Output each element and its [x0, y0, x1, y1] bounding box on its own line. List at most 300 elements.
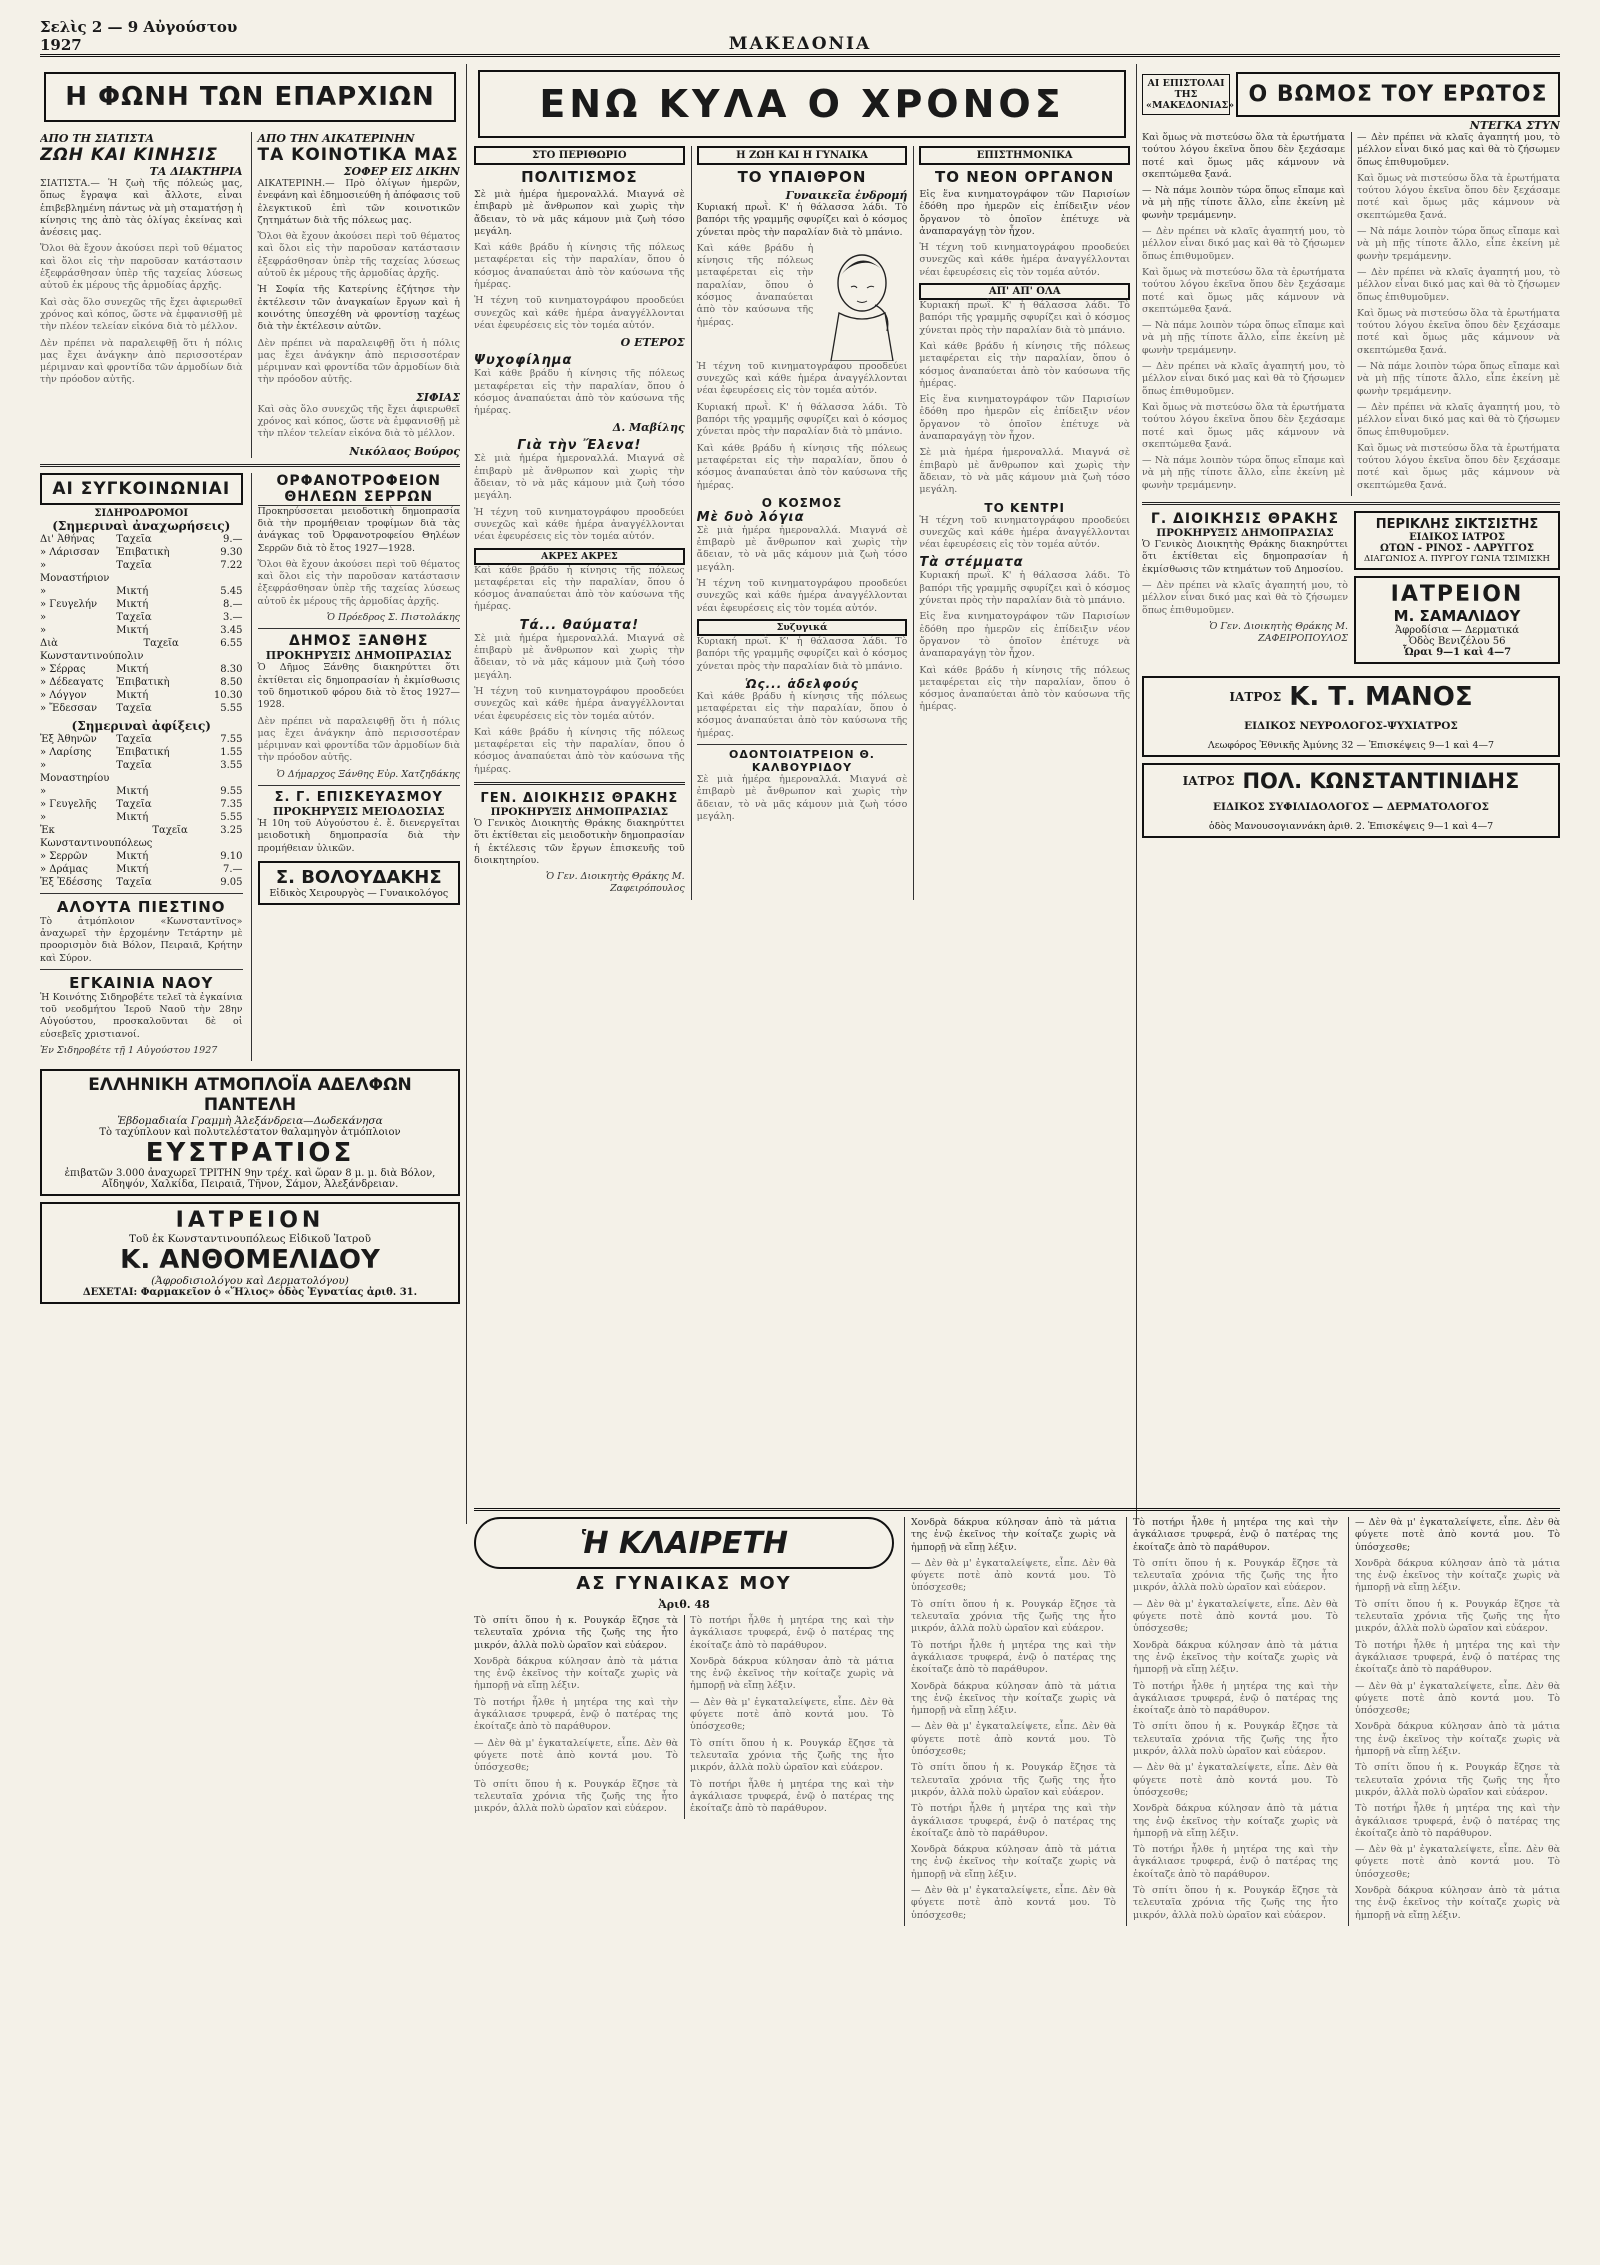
serial-title: Ἡ ΚΛΑΙΡΕΤΗ	[474, 1517, 894, 1569]
schedule-row	[40, 759, 243, 785]
notice-subtitle: ΠΡΟΚΗΡΥΞΙΣ ΔΗΜΟΠΡΑΣΙΑΣ	[265, 649, 452, 663]
serial-text: Χονδρὰ δάκρυα κύλησαν ἀπὸ τὰ μάτια της ἐνῷ ἐκεῖνος τὴν κοίταζε χωρὶς νὰ ἠμπορῇ νὰ εἴπῃ λέξιν.	[911, 1517, 1116, 1553]
article-headline: ΤΟ ΥΠΑΙΘΡΟΝ	[737, 168, 867, 186]
notice-text: Ἡ 10η τοῦ Αὐγούστου ἐ. ἔ. διενεργεῖται μειοδοτικὴ δημοπρασία διὰ τὴν προμήθειαν ὑλικῶν.	[257, 817, 460, 854]
doctor-name: ΠΕΡΙΚΛΗΣ ΣΙΚΤΣΙΣΤΗΣ	[1375, 517, 1539, 533]
schedule-row	[40, 863, 243, 876]
schedule-tm: 8.30	[220, 663, 243, 675]
serial-text: — Δὲν θὰ μ' ἐγκαταλείψετε, εἶπε. Δὲν θὰ φύγετε ποτὲ ἀπὸ κοντά μου. Τὸ ὑπόσχεσθε;	[911, 1885, 1116, 1921]
schedule-type: Μικτή	[116, 785, 149, 797]
schedule-dest: » Δράμας	[40, 863, 89, 875]
serial-text: Χονδρὰ δάκρυα κύλησαν ἀπὸ τὰ μάτια της ἐνῷ ἐκεῖνος τὴν κοίταζε χωρὶς νὰ ἠμπορῇ νὰ εἴπῃ λέξιν.	[474, 1655, 678, 1692]
doctor-specialty: ΕΙΔΙΚΟΣ ΙΑΤΡΟΣ	[1409, 532, 1505, 544]
article-instrument	[913, 146, 1130, 900]
serial-text: Χονδρὰ δάκρυα κύλησαν ἀπὸ τὰ μάτια της ἐνῷ ἐκεῖνος τὴν κοίταζε χωρὶς νὰ ἠμπορῇ νὰ εἴπῃ λέξιν.	[1355, 1885, 1560, 1921]
story-text: — Δὲν πρέπει νὰ κλαῖς ἀγαπητή μου, τὸ μέλλον εἶναι δικό μας καὶ θὰ τὸ ζήσωμεν ὅπως ἐπιθυμοῦμεν.	[1357, 266, 1560, 303]
doctor-ad	[1354, 511, 1560, 570]
story-text: — Δὲν πρέπει νὰ κλαῖς ἀγαπητή μου, τὸ μέλλον εἶναι δικό μας καὶ θὰ τὸ ζήσωμεν ὅπως ἐπιθυμοῦμεν.	[1142, 361, 1345, 397]
doctor-address: Λεωφόρος Ἐθνικῆς Ἀμύνης 32 — Ἐπισκέψεις 9—1 καὶ 4—7	[1207, 740, 1495, 752]
serial-text: — Δὲν θὰ μ' ἐγκαταλείψετε, εἶπε. Δὲν θὰ φύγετε ποτὲ ἀπὸ κοντά μου. Τὸ ὑπόσχεσθε;	[1355, 1844, 1560, 1880]
notice-subtitle: ΠΡΟΚΗΡΥΞΙΣ ΔΗΜΟΠΡΑΣΙΑΣ	[490, 805, 669, 818]
story-text: — Νὰ πάμε λοιπὸν τώρα ὅπως εἴπαμε καὶ νὰ μὴ πῇς τίποτε ἄλλο, εἶπε ἐκείνη μὲ φωνὴν τρεμάμενην.	[1142, 185, 1345, 221]
schedule-dest: »	[40, 785, 47, 797]
notice-signature: Ὁ Γεν. Διοικητὴς Θράκης Μ. Ζαφειρόπουλος	[545, 871, 685, 895]
notice-text: Τὸ ἀτμόπλοιον «Κωνσταντῖνος» ἀναχωρεῖ τὴν ἐρχομένην Τετάρτην μὲ προορισμὸν διὰ Βόλον, Πειραιᾶ, Κρήτην καὶ Σύρον.	[40, 915, 243, 964]
shipping-ad	[40, 1069, 460, 1196]
notice-title: ΟΡΦΑΝΟΤΡΟΦΕΙΟΝ ΘΗΛΕΩΝ ΣΕΡΡΩΝ	[258, 473, 461, 506]
serial-text: — Δὲν θὰ μ' ἐγκαταλείψετε, εἶπε. Δὲν θὰ φύγετε ποτὲ ἀπὸ κοντά μου. Τὸ ὑπόσχεσθε;	[1355, 1517, 1560, 1553]
notice-text: Ὅλοι θὰ ἔχουν ἀκούσει περὶ τοῦ θέματος καὶ ὅλοι εἰς τὴν παροῦσαν κατάστασιν ἐξεφράσθησαν ὑπὲρ τῆς ταχείας λύσεως αὐτοῦ ἐκ μέρους τῆς ἀρμοδίας ἀρχῆς.	[257, 558, 460, 607]
schedule-row	[40, 876, 243, 889]
schedule-row	[40, 798, 243, 811]
schedule-dest: » Λάρισσαν	[40, 546, 100, 558]
notice-signature: Ἐν Σιδηροβέτε τῇ 1 Αὐγούστου 1927	[40, 1045, 218, 1057]
schedule-tm: 9.30	[220, 546, 243, 558]
schedule-dest: Ἐξ Ἀθηνῶν	[40, 733, 97, 745]
article-text: Σὲ μιὰ ἡμέρα ἡμεροναλλά. Μιαγνά σὲ ἐπιβαρὺ μὲ ἄνθρωπον καὶ χωρὶς τὴν ἄδειαν, τὸ νὰ μᾶς κάμουν μιὰ ζωὴ τόσο μεγάλη.	[919, 447, 1130, 496]
notice-text: Προκηρύσσεται μειοδοτικὴ δημοπρασία διὰ τὴν προμήθειαν τροφίμων διὰ τὰς ἀνάγκας τοῦ Ὀρφανοτροφείου Θηλέων Σερρῶν διὰ τὸ ἔτος 1927—1928.	[257, 505, 460, 554]
schedule-row	[40, 811, 243, 824]
serial-text: Τὸ σπίτι ὅπου ἡ κ. Ρουγκάρ ἔζησε τὰ τελευταῖα χρόνια τῆς ζωῆς της ἦτο μικρόν, ἀλλὰ πολὺ ὡραῖον καὶ εὐάερον.	[1355, 1762, 1560, 1798]
serial-banner	[474, 1517, 894, 1926]
schedule-type: Ταχεῖα	[152, 824, 188, 836]
article-text: Ἡ τέχνη τοῦ κινηματογράφου προοδεύει συνεχῶς καὶ κάθε ἡμέρα ἀναγγέλλονται νέαι ἐφευρέσεις εἰς τὸν τομέα αὐτόν.	[919, 514, 1130, 551]
schedule-type: Ταχεῖα	[116, 759, 152, 771]
doctor-name: ΠΟΛ. ΚΩΝΣΤΑΝΤΙΝΙΔΗΣ	[1242, 769, 1520, 794]
notice-text: Ὁ Γενικὸς Διοικητὴς Θράκης διακηρύττει ὅτι ἐκτίθεται εἰς μειοδοτικὴν δημοπρασίαν ἡ ἐκτέλεσις τῶν ἔργων ἐπισκευῆς τοῦ διοικητηρίου.	[474, 817, 685, 866]
serial-subtitle: ΑΣ ΓΥΝΑΙΚΑΣ ΜΟΥ	[576, 1573, 792, 1594]
notice-subtitle: ΠΡΟΚΗΡΥΞΙΣ ΜΕΙΟΔΟΣΙΑΣ	[273, 804, 445, 818]
newspaper-name: ΜΑΚΕΔΟΝΙΑ	[728, 34, 872, 54]
doctor-specialty: ΕΙΔΙΚΟΣ ΣΥΦΙΛΙΔΟΛΟΓΟΣ — ΔΕΡΜΑΤΟΛΟΓΟΣ	[1213, 801, 1489, 814]
schedule-type: Ταχεῖα	[116, 559, 152, 571]
serial-text: — Δὲν θὰ μ' ἐγκαταλείψετε, εἶπε. Δὲν θὰ φύγετε ποτὲ ἀπὸ κοντά μου. Τὸ ὑπόσχεσθε;	[1355, 1680, 1560, 1717]
article-text: Ἡ τέχνη τοῦ κινηματογράφου προοδεύει συνεχῶς καὶ κάθε ἡμέρα ἀναγγέλλονται νέαι ἐφευρέσεις εἰς τὸν τομέα αὐτόν.	[474, 506, 685, 543]
schedule-tm: 5.55	[220, 702, 243, 714]
serial-text: Τὸ ποτήρι ἦλθε ἡ μητέρα της καὶ τὴν ἀγκάλιασε τρυφερά, ἐνῷ ὁ πατέρας της ἐκοίταζε ἀπὸ τὸ παράθυρον.	[1133, 1517, 1338, 1553]
article-label: ΕΠΙΣΤΗΜΟΝΙΚΑ	[919, 146, 1130, 165]
schedule-dest: » Σερρῶν	[40, 850, 88, 862]
schedule-type: Ταχεῖα	[143, 637, 179, 649]
schedule-type: Ταχεῖα	[116, 876, 152, 888]
schedule-row	[40, 663, 243, 676]
article-headline: Τά... θαύματα!	[519, 617, 640, 633]
woman-illustration	[817, 243, 907, 361]
schedule-dest: » Μοναστηρίου	[40, 759, 110, 784]
article-text: Ἡ τέχνη τοῦ κινηματογράφου προοδεύει συνεχῶς καὶ κάθε ἡμέρα ἀναγγέλλονται νέαι ἐφευρέσεις εἰς τὸν τομέα αὐτόν.	[696, 360, 908, 397]
serial-text: Τὸ σπίτι ὅπου ἡ κ. Ρουγκάρ ἔζησε τὰ τελευταῖα χρόνια τῆς ζωῆς της ἦτο μικρόν, ἀλλὰ πολὺ ὡραῖον καὶ εὐάερον.	[474, 1778, 678, 1815]
schedule-type: Μικτή	[116, 689, 149, 701]
schedule-tm: 9.05	[220, 876, 243, 888]
article-text: Κυριακή πρωῒ. Κ' ἡ θάλασσα λάδι. Τὸ βαπόρι τῆς γραμμῆς σφυρίζει καὶ ὁ κόσμος χύνεται πρὸς τὴν παραλίαν διὰ τὸ μπάνιο.	[919, 570, 1130, 607]
schedule-tm: 8.50	[220, 676, 243, 688]
schedule-type: Μικτή	[116, 863, 149, 875]
article-text: Σὲ μιὰ ἡμέρα ἡμεροναλλά. Μιαγνά σὲ ἐπιβαρὺ μὲ ἄνθρωπον καὶ χωρὶς τὴν ἄδειαν, τὸ νὰ μᾶς κάμουν μιὰ ζωὴ τόσο μεγάλη.	[696, 524, 908, 573]
schedule-type: Ταχεῖα	[116, 702, 152, 714]
story-text: — Νὰ πάμε λοιπὸν τώρα ὅπως εἴπαμε καὶ νὰ μὴ πῇς τίποτε ἄλλο, εἶπε ἐκείνη μὲ φωνὴν τρεμάμενην.	[1142, 455, 1345, 491]
article-text: Κυριακή πρωῒ. Κ' ἡ θάλασσα λάδι. Τὸ βαπόρι τῆς γραμμῆς σφυρίζει καὶ ὁ κόσμος χύνεται πρὸς τὴν παραλίαν διὰ τὸ μπάνιο.	[696, 401, 908, 438]
schedule-type: Ταχεῖα	[116, 611, 152, 623]
notice-title: Γ. ΔΙΟΙΚΗΣΙΣ ΘΡΑΚΗΣ	[1150, 511, 1340, 528]
schedule-dest: » Γευγελῆς	[40, 798, 97, 810]
story-text: Καὶ ὅμως νὰ πιστεύσω ὅλα τὰ ἐρωτήματα τούτου λόγου ἐκεῖνα ὅπου δὲν ξεχάσαμε ποτέ καὶ ὅμως μᾶς κάμνουν νὰ σκεπτώμεθα ξανά.	[1142, 132, 1345, 180]
clinic-ad	[40, 1202, 460, 1304]
article-location: ΑΠΟ ΤΗΝ ΑΙΚΑΤΕΡΙΝΗΝ	[257, 132, 415, 145]
schedule-row	[40, 533, 243, 546]
column-divider	[1136, 64, 1137, 1524]
article-headline: Τὰ στέμματα	[919, 555, 1024, 571]
story-text: Καὶ ὅμως νὰ πιστεύσω ὅλα τὰ ἐρωτήματα τούτου λόγου ἐκεῖνα ὅπου δὲν ξεχάσαμε ποτέ καὶ ὅμως μᾶς κάμνουν νὰ σκεπτώμεθα ξανά.	[1142, 401, 1345, 450]
transport-column	[40, 473, 243, 1062]
article-text: Εἰς ἕνα κινηματογράφον τῶν Παρισίων ἐδόθη προ ἡμερῶν εἰς ἐπίδειξιν νέον ὄργανον τὸ ὁποῖον ἐπέτυχε νὰ ἀναπαραγάγῃ τὸν ἦχον.	[919, 394, 1130, 443]
doctor-name: Μ. ΣΑΜΑΛΙΔΟΥ	[1393, 607, 1521, 626]
doctor-prefix: ΙΑΤΡΟΣ	[1229, 690, 1282, 705]
article-text: Καὶ κάθε βράδυ ἡ κίνησις τῆς πόλεως μεταφέρεται εἰς τὴν παραλίαν, ὅπου ὁ κόσμος ἀναπαύεται ἀπὸ τὸν καύσωνα τῆς ἡμέρας.	[919, 664, 1130, 713]
schedule-row	[40, 702, 243, 715]
serial-text: Τὸ ποτήρι ἦλθε ἡ μητέρα της καὶ τὴν ἀγκάλιασε τρυφερά, ἐνῷ ὁ πατέρας της ἐκοίταζε ἀπὸ τὸ παράθυρον.	[474, 1696, 678, 1733]
article-byline: ΤΑ ΔΙΑΚΤΗΡΙΑ	[149, 165, 243, 178]
column-altar	[1142, 64, 1560, 1504]
schedule-type: Μικτή	[116, 624, 149, 636]
section-title: Η ΦΩΝΗ ΤΩΝ ΕΠΑΡΧΙΩΝ	[44, 72, 456, 122]
shipping-company: ΕΛΛΗΝΙΚΗ ΑΤΜΟΠΛΟΪΑ ΑΔΕΛΦΩΝ ΠΑΝΤΕΛΗ	[88, 1075, 412, 1116]
column-divider	[466, 64, 467, 1524]
schedule-dest: » Μοναστήριον	[40, 559, 110, 584]
schedule-type: Μικτή	[116, 850, 149, 862]
schedule-tm: 7.22	[220, 559, 243, 571]
serial-number: Ἀριθ. 48	[658, 1598, 710, 1611]
schedule-type: Μικτή	[116, 585, 149, 597]
article-byline: ΣΟΦΕΡ ΕΙΣ ΔΙΚΗΝ	[343, 165, 460, 178]
article-text: Σὲ μιὰ ἡμέρα ἡμεροναλλά. Μιαγνά σὲ ἐπιβαρὺ μὲ ἄνθρωπον καὶ χωρὶς τὴν ἄδειαν, τὸ νὰ μᾶς κάμουν μιὰ ζωὴ τόσο μεγάλη.	[696, 774, 908, 822]
article-label: ΑΠ' ΑΠ' ΟΛΑ	[919, 283, 1130, 300]
article-headline: Ὡς... ἀδελφούς	[744, 676, 860, 691]
notice-subtitle: ΠΡΟΚΗΡΥΞΙΣ ΔΗΜΟΠΡΑΣΙΑΣ	[1156, 527, 1334, 540]
serial-text: — Δὲν θὰ μ' ἐγκαταλείψετε, εἶπε. Δὲν θὰ φύγετε ποτὲ ἀπὸ κοντά μου. Τὸ ὑπόσχεσθε;	[690, 1696, 894, 1733]
schedule-type: Ταχεῖα	[116, 733, 152, 745]
article-text: Καὶ κάθε βράδυ ἡ κίνησις τῆς πόλεως μεταφέρεται εἰς τὴν παραλίαν, ὅπου ὁ κόσμος ἀναπαύεται ἀπὸ τὸν καύσωνα τῆς ἡμέρας.	[919, 340, 1130, 389]
shipping-schedule: ἐπιβατῶν 3.000 ἀναχωρεῖ ΤΡΙΤΗΝ 9ην τρέχ. καὶ ὥραν 8 μ. μ. διὰ Βόλον, Αἴδηψόν, Χαλκίδα, Πειραιᾶ, Τῆνον, Σάμον, Ἀλεξάνδρειαν.	[64, 1168, 436, 1191]
schedule-dest: » Ἔδεσσαν	[40, 702, 98, 714]
story-text: Καὶ ὅμως νὰ πιστεύσω ὅλα τὰ ἐρωτήματα τούτου λόγου ἐκεῖνα ὅπου δὲν ξεχάσαμε ποτέ καὶ ὅμως μᾶς κάμνουν νὰ σκεπτώμεθα ξανά.	[1357, 307, 1560, 356]
poem-signature: Δ. Μαβίλης	[612, 421, 685, 435]
schedule-type: Ἐπιβατικὴ	[116, 546, 170, 558]
schedule-tm: 6.55	[220, 637, 243, 649]
serial-text: Τὸ σπίτι ὅπου ἡ κ. Ρουγκάρ ἔζησε τὰ τελευταῖα χρόνια τῆς ζωῆς της ἦτο μικρόν, ἀλλὰ πολὺ ὡραῖον καὶ εὐάερον.	[911, 1762, 1116, 1798]
schedule-type: Μικτή	[116, 811, 149, 823]
serial-text: — Δὲν θὰ μ' ἐγκαταλείψετε, εἶπε. Δὲν θὰ φύγετε ποτὲ ἀπὸ κοντά μου. Τὸ ὑπόσχεσθε;	[474, 1737, 678, 1774]
page-date: Σελὶς 2 — 9 Αὐγούστου 1927	[40, 18, 238, 54]
serial-text: — Δὲν θὰ μ' ἐγκαταλείψετε, εἶπε. Δὲν θὰ φύγετε ποτὲ ἀπὸ κοντά μου. Τὸ ὑπόσχεσθε;	[911, 1557, 1116, 1594]
serial-text: Τὸ σπίτι ὅπου ἡ κ. Ρουγκάρ ἔζησε τὰ τελευταῖα χρόνια τῆς ζωῆς της ἦτο μικρόν, ἀλλὰ πολὺ ὡραῖον καὶ εὐάερον.	[911, 1598, 1116, 1635]
article-text: Κυριακή πρωῒ. Κ' ἡ θάλασσα λάδι. Τὸ βαπόρι τῆς γραμμῆς σφυρίζει καὶ ὁ κόσμος χύνεται πρὸς τὴν παραλίαν διὰ τὸ μπάνιο.	[696, 202, 908, 238]
article-text: Καὶ κάθε βράδυ ἡ κίνησις τῆς πόλεως μεταφέρεται εἰς τὴν παραλίαν, ὅπου ὁ κόσμος ἀναπαύεται ἀπὸ τὸν καύσωνα τῆς ἡμέρας.	[474, 242, 685, 291]
article-text: Δὲν πρέπει νὰ παραλειφθῇ ὅτι ἡ πόλις μας ἔχει ἀνάγκην ἀπὸ περισσοτέραν μέριμναν καὶ φροντίδα τῶν ἀρμοδίων διὰ τὴν πρόοδον αὐτῆς.	[257, 337, 460, 386]
departures-label: (Σημεριναὶ ἀναχωρήσεις)	[52, 518, 231, 533]
article-text: Καὶ κάθε βράδυ ἡ κίνησις τῆς πόλεως μεταφέρεται εἰς τὴν παραλίαν, ὅπου ὁ κόσμος ἀναπαύεται ἀπὸ τὸν καύσωνα τῆς ἡμέρας.	[696, 690, 908, 739]
article-text: Καὶ σὰς ὅλο συνεχῶς τῆς ἔχει ἀφιερωθεῖ χρόνος καὶ κόπος, ὥστε νὰ ἐμφανισθῇ μὲ τὴν πλέον τελείαν εἰκόνα διὰ τὸ μέλλον.	[40, 296, 243, 333]
serial-text: Χονδρὰ δάκρυα κύλησαν ἀπὸ τὰ μάτια της ἐνῷ ἐκεῖνος τὴν κοίταζε χωρὶς νὰ ἠμπορῇ νὰ εἴπῃ λέξιν.	[911, 1680, 1116, 1717]
article-headline: Μὲ δυὸ λόγια	[696, 509, 805, 525]
schedule-tm: 7.35	[220, 798, 243, 810]
schedule-row	[40, 611, 243, 624]
schedule-type: Ταχεῖα	[116, 798, 152, 810]
article-text: Ἡ τέχνη τοῦ κινηματογράφου προοδεύει συνεχῶς καὶ κάθε ἡμέρα ἀναγγέλλονται νέαι ἐφευρέσεις εἰς τὸν τομέα αὐτόν.	[474, 295, 685, 331]
schedule-row	[40, 585, 243, 598]
shipping-text: Τὸ ταχύπλουν καὶ πολυτελέστατον θαλαμηγὸν ἀτμόπλοιον	[99, 1127, 401, 1139]
serial-text: Τὸ σπίτι ὅπου ἡ κ. Ρουγκάρ ἔζησε τὰ τελευταῖα χρόνια τῆς ζωῆς της ἦτο μικρόν, ἀλλὰ πολὺ ὡραῖον καὶ εὐάερον.	[1133, 1885, 1338, 1921]
schedule-dest: Διὰ Κωνσταντινούπολιν	[40, 637, 144, 662]
schedule-type: Ἐπιβατική	[116, 746, 170, 758]
schedule-tm: 1.55	[220, 746, 243, 758]
schedule-tm: 9.10	[220, 850, 243, 862]
clinic-address: ΔΕΧΕΤΑΙ: Φαρμακεῖον ὁ «Ἥλιος» ὁδὸς Ἐγνατίας ἀριθ. 31.	[82, 1287, 418, 1299]
schedule-dest: » Γευγελήν	[40, 598, 98, 610]
schedule-tm: 3.—	[222, 611, 243, 623]
clinic-subtitle: Τοῦ ἐκ Κωνσταντινουπόλεως Εἰδικοῦ Ἰατροῦ	[128, 1233, 371, 1246]
article-headline: Γιὰ τὴν Ἔλενα!	[517, 438, 642, 454]
schedule-row	[40, 824, 243, 850]
schedule-tm: 9.55	[220, 785, 243, 797]
notice-title: ΕΓΚΑΙΝΙΑ ΝΑΟΥ	[69, 973, 214, 992]
thrace-notice	[1142, 511, 1348, 670]
article-label: ΣΤΟ ΠΕΡΙΘΩΡΙΟ	[474, 146, 685, 165]
doctor-specialty: Εἰδικὸς Χειρουργὸς — Γυναικολόγος	[269, 887, 449, 899]
schedule-tm: 3.45	[220, 624, 243, 636]
schedule-type: Ἐπιβατικὴ	[116, 676, 170, 688]
shipping-route: Ἑβδομαδιαία Γραμμὴ Ἀλεξάνδρεια—Δωδεκάνησα	[117, 1115, 383, 1128]
doctor-ads	[1354, 511, 1560, 670]
article-text: Εἰς ἕνα κινηματογράφον τῶν Παρισίων ἐδόθη προ ἡμερῶν εἰς ἐπίδειξιν νέον ὄργανον τὸ ὁποῖον ἐπέτυχε νὰ ἀναπαραγάγῃ τὸν ἦχον.	[919, 189, 1130, 237]
article-headline: Ο ΚΟΣΜΟΣ	[761, 495, 843, 510]
article-text: Ἡ τέχνη τοῦ κινηματογράφου προοδεύει συνεχῶς καὶ κάθε ἡμέρα ἀναγγέλλονται νέαι ἐφευρέσεις εἰς τὸν τομέα αὐτόν.	[474, 685, 685, 722]
article-headline: ΤΟ ΚΕΝΤΡΙ	[984, 500, 1065, 515]
article-location: ΑΠΟ ΤΗ ΣΙΑΤΙΣΤΑ	[40, 132, 155, 145]
notice-text: Ὁ Γενικὸς Διοικητὴς Θράκης διακηρύττει ὅτι ἐκτίθεται εἰς δημοπρασίαν ἡ ἐκμίσθωσις τῶν κτημάτων τοῦ Δημοσίου.	[1142, 539, 1348, 575]
article-label: Συζυγικά	[697, 619, 908, 636]
story-text: — Νὰ πάμε λοιπὸν τώρα ὅπως εἴπαμε καὶ νὰ μὴ πῇς τίποτε ἄλλο, εἶπε ἐκείνη μὲ φωνὴν τρεμάμενην.	[1357, 226, 1560, 262]
article-text: Κυριακή πρωῒ. Κ' ἡ θάλασσα λάδι. Τὸ βαπόρι τῆς γραμμῆς σφυρίζει καὶ ὁ κόσμος χύνεται πρὸς τὴν παραλίαν διὰ τὸ μπάνιο.	[919, 300, 1130, 336]
notice-signature: Ὁ Γεν. Διοικητὴς Θράκης Μ. ΖΑΦΕΙΡΟΠΟΥΛΟΣ	[1209, 620, 1348, 645]
schedule-dest: »	[40, 811, 47, 823]
ship-name: ΕΥΣΤΡΑΤΙΟΣ	[145, 1138, 355, 1169]
schedule-dest: Δι' Ἀθήνας	[40, 533, 95, 545]
schedule-row	[40, 559, 243, 585]
notice-text: Ἡ Κοινότης Σιδηροβέτε τελεῖ τὰ ἐγκαίνια τοῦ νεοδμήτου Ἱεροῦ Ναοῦ τὴν 28ην Αὐγούστου, προσκαλοῦνται δὲ οἱ εὐσεβεῖς χριστιανοί.	[40, 991, 243, 1040]
story-text: — Νὰ πάμε λοιπὸν τώρα ὅπως εἴπαμε καὶ νὰ μὴ πῇς τίποτε ἄλλο, εἶπε ἐκείνη μὲ φωνὴν τρεμάμενην.	[1357, 361, 1560, 397]
article-outdoors	[691, 146, 908, 900]
schedule-row	[40, 785, 243, 798]
article-text: Εἰς ἕνα κινηματογράφον τῶν Παρισίων ἐδόθη προ ἡμερῶν εἰς ἐπίδειξιν νέον ὄργανον τὸ ὁποῖον ἐπέτυχε νὰ ἀναπαραγάγῃ τὸν ἦχον.	[919, 611, 1130, 660]
masthead	[40, 18, 1560, 57]
doctor-specialty: ΕΙΔΙΚΟΣ ΝΕΥΡΟΛΟΓΟΣ-ΨΥΧΙΑΤΡΟΣ	[1244, 720, 1458, 733]
notice-text: Δὲν πρέπει νὰ παραλειφθῇ ὅτι ἡ πόλις μας ἔχει ἀνάγκην ἀπὸ περισσοτέραν μέριμναν καὶ φροντίδα τῶν ἀρμοδίων διὰ τὴν πρόοδον αὐτῆς.	[257, 715, 460, 764]
article-byline: ΝΤΕΓΚΑ ΣΤΥΝ	[1469, 119, 1560, 132]
schedule-row	[40, 746, 243, 759]
clinic-title: ΙΑΤΡΕΙΟΝ	[175, 1208, 325, 1234]
schedule-dest: »	[40, 624, 47, 636]
article-text: Σὲ μιὰ ἡμέρα ἡμεροναλλά. Μιαγνά σὲ ἐπιβαρὺ μὲ ἄνθρωπον καὶ χωρὶς τὴν ἄδειαν, τὸ νὰ μᾶς κάμουν μιὰ ζωὴ τόσο μεγάλη.	[474, 632, 685, 681]
schedule-tm: 8.—	[222, 598, 243, 610]
poem-title: Ψυχοφίλημα	[474, 353, 573, 369]
schedule-tm: 3.55	[220, 759, 243, 771]
schedule-type: Μικτή	[116, 663, 149, 675]
article-siatista	[40, 132, 243, 458]
article-text: Ἡ τέχνη τοῦ κινηματογράφου προοδεύει συνεχῶς καὶ κάθε ἡμέρα ἀναγγέλλονται νέαι ἐφευρέσεις εἰς τὸν τομέα αὐτόν.	[696, 578, 908, 614]
serial-text: Τὸ ποτήρι ἦλθε ἡ μητέρα της καὶ τὴν ἀγκάλιασε τρυφερά, ἐνῷ ὁ πατέρας της ἐκοίταζε ἀπὸ τὸ παράθυρον.	[1355, 1803, 1560, 1839]
article-text: Ἡ τέχνη τοῦ κινηματογράφου προοδεύει συνεχῶς καὶ κάθε ἡμέρα ἀναγγέλλονται νέαι ἐφευρέσεις εἰς τὸν τομέα αὐτόν.	[919, 242, 1130, 278]
article-text: Κυριακή πρωῒ. Κ' ἡ θάλασσα λάδι. Τὸ βαπόρι τῆς γραμμῆς σφυρίζει καὶ ὁ κόσμος χύνεται πρὸς τὴν παραλίαν διὰ τὸ μπάνιο.	[696, 635, 908, 672]
story-text: — Δὲν πρέπει νὰ κλαῖς ἀγαπητή μου, τὸ μέλλον εἶναι δικό μας καὶ θὰ τὸ ζήσωμεν ὅπως ἐπιθυμοῦμεν.	[1357, 132, 1560, 168]
article-headline: ΠΟΛΙΤΙΣΜΟΣ	[521, 168, 638, 186]
schedule-tm: 7.—	[222, 863, 243, 875]
doctor-name: Κ. Τ. ΜΑΝΟΣ	[1289, 682, 1473, 713]
serial-text: Τὸ ποτήρι ἦλθε ἡ μητέρα της καὶ τὴν ἀγκάλιασε τρυφερά, ἐνῷ ὁ πατέρας της ἐκοίταζε ἀπὸ τὸ παράθυρον.	[911, 1639, 1116, 1676]
schedule-dest: » Λόγγον	[40, 689, 87, 701]
notice-text: — Δὲν πρέπει νὰ κλαῖς ἀγαπητή μου, τὸ μέλλον εἶναι δικό μας καὶ θὰ τὸ ζήσωμεν ὅπως ἐπιθυμοῦμεν.	[1142, 579, 1348, 616]
serial-text: Χονδρὰ δάκρυα κύλησαν ἀπὸ τὰ μάτια της ἐνῷ ἐκεῖνος τὴν κοίταζε χωρὶς νὰ ἠμπορῇ νὰ εἴπῃ λέξιν.	[690, 1655, 894, 1692]
serial-text: Τὸ σπίτι ὅπου ἡ κ. Ρουγκάρ ἔζησε τὰ τελευταῖα χρόνια τῆς ζωῆς της ἦτο μικρόν, ἀλλὰ πολὺ ὡραῖον καὶ εὐάερον.	[474, 1615, 678, 1651]
article-text: Καὶ κάθε βράδυ ἡ κίνησις τῆς πόλεως μεταφέρεται εἰς τὴν παραλίαν, ὅπου ὁ κόσμος ἀναπαύεται ἀπὸ τὸν καύσωνα τῆς ἡμέρας.	[474, 564, 685, 613]
section-title: Ο ΒΩΜΟΣ ΤΟΥ ΕΡΩΤΟΣ	[1236, 72, 1560, 117]
railways-label: ΣΙΔΗΡΟΔΡΟΜΟΙ	[94, 507, 189, 519]
article-text: Καὶ κάθε βράδυ ἡ κίνησις τῆς πόλεως μεταφέρεται εἰς τὴν παραλίαν, ὅπου ὁ κόσμος ἀναπαύεται ἀπὸ τὸν καύσωνα τῆς ἡμέρας.	[696, 242, 814, 328]
schedule-row	[40, 624, 243, 637]
article-katerini	[251, 132, 461, 458]
article-headline: ΤΟ ΝΕΟΝ ΟΡΓΑΝΟΝ	[935, 168, 1115, 186]
schedule-dest: Ἐξ Ἐδέσσης	[40, 876, 103, 888]
article-text: Ἡ Σοφία τῆς Κατερίνης ἐζήτησε τὴν ἐκτέλεσιν τῶν ἀναγκαίων ἔργων καὶ ἡ κοινότης ὑπεσχέθη νὰ φροντίσῃ ταχέως διὰ τὴν ἐκτέλεσιν αὐτῶν.	[257, 284, 460, 333]
article-text: Ὅλοι θὰ ἔχουν ἀκούσει περὶ τοῦ θέματος καὶ ὅλοι εἰς τὴν παροῦσαν κατάστασιν ἐξεφράσθησαν ὑπὲρ τῆς ταχείας λύσεως αὐτοῦ ἐκ μέρους τῆς ἀρμοδίας ἀρχῆς.	[257, 231, 460, 280]
serial-text: Τὸ ποτήρι ἦλθε ἡ μητέρα της καὶ τὴν ἀγκάλιασε τρυφερά, ἐνῷ ὁ πατέρας της ἐκοίταζε ἀπὸ τὸ παράθυρον.	[1355, 1639, 1560, 1676]
schedule-dest: Ἐκ Κωνσταντινουπόλεως	[40, 824, 153, 849]
schedule-tm: 5.45	[220, 585, 243, 597]
schedule-row	[40, 850, 243, 863]
serial-text: Χονδρὰ δάκρυα κύλησαν ἀπὸ τὰ μάτια της ἐνῷ ἐκεῖνος τὴν κοίταζε χωρὶς νὰ ἠμπορῇ νὰ εἴπῃ λέξιν.	[1133, 1639, 1338, 1676]
doctor-specialty: Ἀφροδίσια — Δερματικά	[1395, 625, 1519, 637]
clinic-title: ΟΔΟΝΤΟΙΑΤΡΕΙΟΝ Θ. ΚΑΛΒΟΥΡΙΔΟΥ	[697, 744, 908, 774]
notices-column	[251, 473, 461, 1062]
story-text: — Νὰ πάμε λοιπὸν τώρα ὅπως εἴπαμε καὶ νὰ μὴ πῇς τίποτε ἄλλο, εἶπε ἐκείνη μὲ φωνὴν τρεμάμενην.	[1142, 320, 1345, 356]
doctor-address: ΔΙΑΓΩΝΙΟΣ Α. ΠΥΡΓΟΥ ΓΩΝΙΑ ΤΣΙΜΙΣΚΗ	[1364, 554, 1550, 565]
article-headline: ΤΑ ΚΟΙΝΟΤΙΚΑ ΜΑΣ	[257, 145, 459, 165]
schedule-row	[40, 598, 243, 611]
article-signature: ΣΙΦΙΑΣ	[416, 390, 460, 404]
article-civilization	[474, 146, 685, 900]
serial-text: Χονδρὰ δάκρυα κύλησαν ἀπὸ τὰ μάτια της ἐνῷ ἐκεῖνος τὴν κοίταζε χωρὶς νὰ ἠμπορῇ νὰ εἴπῃ λέξιν.	[1355, 1721, 1560, 1758]
serial-text: Τὸ ποτήρι ἦλθε ἡ μητέρα της καὶ τὴν ἀγκάλιασε τρυφερά, ἐνῷ ὁ πατέρας της ἐκοίταζε ἀπὸ τὸ παράθυρον.	[690, 1778, 894, 1815]
article-headline: ΖΩΗ ΚΑΙ ΚΙΝΗΣΙΣ	[40, 145, 219, 165]
schedule-dest: » Σέρρας	[40, 663, 86, 675]
article-text: Καὶ σὰς ὅλο συνεχῶς τῆς ἔχει ἀφιερωθεῖ χρόνος καὶ κόπος, ὥστε νὰ ἐμφανισθῇ μὲ τὴν πλέον τελείαν εἰκόνα διὰ τὸ μέλλον.	[257, 403, 460, 440]
schedule-tm: 7.55	[220, 733, 243, 745]
notice-title: ΑΛΟΥΤΑ ΠΙΕΣΤΙΝΟ	[56, 897, 226, 916]
serial-text: Τὸ ποτήρι ἦλθε ἡ μητέρα της καὶ τὴν ἀγκάλιασε τρυφερά, ἐνῷ ὁ πατέρας της ἐκοίταζε ἀπὸ τὸ παράθυρον.	[1133, 1680, 1338, 1717]
clinic-ad	[1354, 576, 1560, 664]
doctor-prefix: ΙΑΤΡΟΣ	[1182, 774, 1235, 789]
arrivals-label: (Σημεριναὶ ἀφίξεις)	[71, 718, 211, 733]
schedule-tm: 5.55	[220, 811, 243, 823]
doctor-specialty: (Ἀφροδισιολόγου καὶ Δερματολόγου)	[151, 1275, 349, 1288]
notice-title: ΔΗΜΟΣ ΞΑΝΘΗΣ	[289, 633, 429, 650]
story-text: — Δὲν πρέπει νὰ κλαῖς ἀγαπητή μου, τὸ μέλλον εἶναι δικό μας καὶ θὰ τὸ ζήσωμεν ὅπως ἐπιθυμοῦμεν.	[1142, 226, 1345, 262]
story-text: Καὶ ὅμως νὰ πιστεύσω ὅλα τὰ ἐρωτήματα τούτου λόγου ἐκεῖνα ὅπου δὲν ξεχάσαμε ποτέ καὶ ὅμως μᾶς κάμνουν νὰ σκεπτώμεθα ξανά.	[1142, 266, 1345, 315]
serial-text: — Δὲν θὰ μ' ἐγκαταλείψετε, εἶπε. Δὲν θὰ φύγετε ποτὲ ἀπὸ κοντά μου. Τὸ ὑπόσχεσθε;	[1133, 1598, 1338, 1635]
doctor-ad	[258, 861, 461, 905]
doctor-ad	[1142, 763, 1560, 838]
serial-text: Τὸ ποτήρι ἦλθε ἡ μητέρα της καὶ τὴν ἀγκάλιασε τρυφερά, ἐνῷ ὁ πατέρας της ἐκοίταζε ἀπὸ τὸ παράθυρον.	[911, 1803, 1116, 1839]
schedule-dest: » Λαρίσης	[40, 746, 92, 758]
notice-title: ΓΕΝ. ΔΙΟΙΚΗΣΙΣ ΘΡΑΚΗΣ	[480, 790, 679, 806]
article-signature: Νικόλαος Βούρος	[349, 444, 460, 458]
serial-text: Τὸ σπίτι ὅπου ἡ κ. Ρουγκάρ ἔζησε τὰ τελευταῖα χρόνια τῆς ζωῆς της ἦτο μικρόν, ἀλλὰ πολὺ ὡραῖον καὶ εὐάερον.	[1355, 1598, 1560, 1635]
article-text: ΣΙΑΤΙΣΤΑ.— Ἡ ζωὴ τῆς πόλεώς μας, ὅπως ἔγραψα καὶ ἄλλοτε, εἶναι ἐπιβεβλημένη πάντως νὰ μὴ σταματήσῃ ἡ κίνησις της ἀπὸ τὰς ὁλίγας ἐκείνας καὶ ἀνέσεις μας.	[40, 178, 243, 239]
schedule-row	[40, 637, 243, 663]
column-time	[474, 64, 1130, 1504]
schedule-row	[40, 546, 243, 559]
schedule-tm: 3.25	[220, 824, 243, 836]
article-byline: Γυναικεῖα ἐνδρομή	[785, 189, 908, 202]
notice-signature: Ὁ Δήμαρχος Ξάνθης Εὐρ. Χατζηδάκης	[276, 768, 460, 780]
article-text: Ὅλοι θὰ ἔχουν ἀκούσει περὶ τοῦ θέματος καὶ ὅλοι εἰς τὴν παροῦσαν κατάστασιν ἐξεφράσθησαν ὑπὲρ τῆς ταχείας λύσεως αὐτοῦ ἐκ μέρους τῆς ἀρμοδίας ἀρχῆς.	[40, 243, 243, 292]
serial-text: Χονδρὰ δάκρυα κύλησαν ἀπὸ τὰ μάτια της ἐνῷ ἐκεῖνος τὴν κοίταζε χωρὶς νὰ ἠμπορῇ νὰ εἴπῃ λέξιν.	[1355, 1557, 1560, 1594]
clinic-title: ΙΑΤΡΕΙΟΝ	[1390, 582, 1524, 608]
serial-text: Τὸ σπίτι ὅπου ἡ κ. Ρουγκάρ ἔζησε τὰ τελευταῖα χρόνια τῆς ζωῆς της ἦτο μικρόν, ἀλλὰ πολὺ ὡραῖον καὶ εὐάερον.	[1133, 1721, 1338, 1758]
article-text: Δὲν πρέπει νὰ παραλειφθῇ ὅτι ἡ πόλις μας ἔχει ἀνάγκην ἀπὸ περισσοτέραν μέριμναν καὶ φροντίδα τῶν ἀρμοδίων διὰ τὴν πρόοδον αὐτῆς.	[40, 337, 243, 386]
serial-story	[474, 1508, 1560, 2257]
serial-text: — Δὲν θὰ μ' ἐγκαταλείψετε, εἶπε. Δὲν θὰ φύγετε ποτὲ ἀπὸ κοντά μου. Τὸ ὑπόσχεσθε;	[1133, 1762, 1338, 1798]
departures-list	[40, 533, 243, 715]
section-title: ΕΝΩ ΚΥΛΑ Ο ΧΡΟΝΟΣ	[478, 70, 1126, 138]
schedule-dest: »	[40, 585, 47, 597]
doctor-address: ὁδὸς Μανουσογιαννάκη ἀριθ. 2. Ἐπισκέψεις 9—1 καὶ 4—7	[1208, 821, 1494, 833]
transport-title: ΑΙ ΣΥΓΚΟΙΝΩΝΙΑΙ	[40, 473, 243, 505]
schedule-tm: 9.—	[222, 533, 243, 545]
article-text: Καὶ κάθε βράδυ ἡ κίνησις τῆς πόλεως μεταφέρεται εἰς τὴν παραλίαν, ὅπου ὁ κόσμος ἀναπαύεται ἀπὸ τὸν καύσωνα τῆς ἡμέρας.	[474, 726, 685, 775]
article-signature: Ο ΕΤΕΡΟΣ	[620, 336, 685, 350]
column-provinces	[40, 64, 460, 1964]
series-label: ΑΙ ΕΠΙΣΤΟΛΑΙ ΤΗΣ «ΜΑΚΕΔΟΝΙΑΣ»	[1142, 74, 1230, 115]
serial-text: Τὸ ποτήρι ἦλθε ἡ μητέρα της καὶ τὴν ἀγκάλιασε τρυφερά, ἐνῷ ὁ πατέρας της ἐκοίταζε ἀπὸ τὸ παράθυρον.	[1133, 1844, 1338, 1880]
doctor-name: Κ. ΑΝΘΟΜΕΛΙΔΟΥ	[120, 1245, 380, 1276]
article-label: Η ΖΩΗ ΚΑΙ Η ΓΥΝΑΙΚΑ	[697, 146, 908, 165]
schedule-dest: » Δέδεαγατς	[40, 676, 104, 688]
schedule-type: Μικτή	[116, 598, 149, 610]
schedule-type: Ταχεῖα	[116, 533, 152, 545]
serial-text: Τὸ ποτήρι ἦλθε ἡ μητέρα της καὶ τὴν ἀγκάλιασε τρυφερά, ἐνῷ ὁ πατέρας της ἐκοίταζε ἀπὸ τὸ παράθυρον.	[690, 1615, 894, 1651]
schedule-row	[40, 676, 243, 689]
story-text: Καὶ ὅμως νὰ πιστεύσω ὅλα τὰ ἐρωτήματα τούτου λόγου ἐκεῖνα ὅπου δὲν ξεχάσαμε ποτέ καὶ ὅμως μᾶς κάμνουν νὰ σκεπτώμεθα ξανά.	[1357, 172, 1560, 221]
serial-text: Χονδρὰ δάκρυα κύλησαν ἀπὸ τὰ μάτια της ἐνῷ ἐκεῖνος τὴν κοίταζε χωρὶς νὰ ἠμπορῇ νὰ εἴπῃ λέξιν.	[1133, 1803, 1338, 1839]
article-text: Καὶ κάθε βράδυ ἡ κίνησις τῆς πόλεως μεταφέρεται εἰς τὴν παραλίαν, ὅπου ὁ κόσμος ἀναπαύεται ἀπὸ τὸν καύσωνα τῆς ἡμέρας.	[696, 442, 908, 491]
notice-text: Ὁ Δῆμος Ξάνθης διακηρύττει ὅτι ἐκτίθεται εἰς δημοπρασίαν ἡ ἐκμίσθωσις τοῦ δημοτικοῦ φόρου διὰ τὸ ἔτος 1927—1928.	[257, 662, 460, 711]
arrivals-list	[40, 733, 243, 889]
doctor-address: Ὁδὸς Βενιζέλου 56	[1408, 636, 1506, 648]
schedule-row	[40, 689, 243, 702]
article-text: Σὲ μιὰ ἡμέρα ἡμεροναλλά. Μιαγνά σὲ ἐπιβαρὺ μὲ ἄνθρωπον καὶ χωρὶς τὴν ἄδειαν, τὸ νὰ μᾶς κάμουν μιὰ ζωὴ τόσο μεγάλη.	[474, 453, 685, 502]
serial-text: Τὸ σπίτι ὅπου ἡ κ. Ρουγκάρ ἔζησε τὰ τελευταῖα χρόνια τῆς ζωῆς της ἦτο μικρόν, ἀλλὰ πολὺ ὡραῖον καὶ εὐάερον.	[690, 1737, 894, 1774]
doctor-specialty: ΩΤΩΝ - ΡΙΝΟΣ - ΛΑΡΥΓΓΟΣ	[1380, 543, 1534, 555]
doctor-name: Σ. ΒΟΛΟΥΔΑΚΗΣ	[275, 866, 442, 888]
schedule-tm: 10.30	[213, 689, 243, 701]
article-text: Σὲ μιὰ ἡμέρα ἡμεροναλλά. Μιαγνά σὲ ἐπιβαρὺ μὲ ἄνθρωπον καὶ χωρὶς τὴν ἄδειαν, τὸ νὰ μᾶς κάμουν μιὰ ζωὴ τόσο μεγάλη.	[474, 189, 685, 237]
poem-text: Καὶ κάθε βράδυ ἡ κίνησις τῆς πόλεως μεταφέρεται εἰς τὴν παραλίαν, ὅπου ὁ κόσμος ἀναπαύεται ἀπὸ τὸν καύσωνα τῆς ἡμέρας.	[474, 368, 685, 417]
schedule-row	[40, 733, 243, 746]
schedule-dest: »	[40, 611, 47, 623]
doctor-ad	[1142, 676, 1560, 757]
article-text: ΑΙΚΑΤΕΡΙΝΗ.— Πρὸ ὀλίγων ἡμερῶν, ἐνεφάνη καὶ ἐδημοσιεύθη ἡ ἀπόφασις τοῦ ἐλεγκτικοῦ ἐπὶ τῶν κοινοτικῶν ζητημάτων διὰ τῆς πόλεως μας.	[257, 178, 460, 226]
serial-text: — Δὲν θὰ μ' ἐγκαταλείψετε, εἶπε. Δὲν θὰ φύγετε ποτὲ ἀπὸ κοντά μου. Τὸ ὑπόσχεσθε;	[911, 1721, 1116, 1758]
